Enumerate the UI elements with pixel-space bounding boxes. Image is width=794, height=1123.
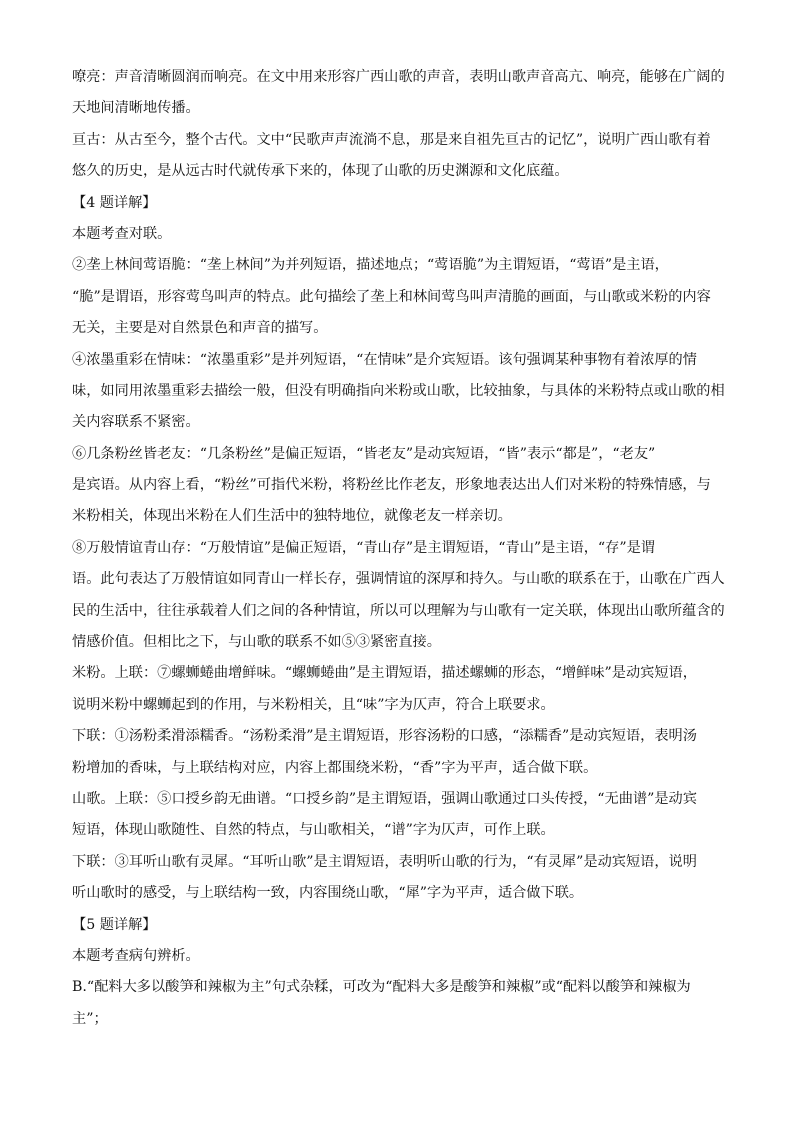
text-line: 说明米粉中螺蛳起到的作用，与米粉相关，且“味”字为仄声，符合上联要求。	[72, 696, 555, 713]
text-line: 下联：①汤粉柔滑添糯香。“汤粉柔滑”是主谓短语，形容汤粉的口感，“添糯香”是动宾短语，表明汤	[72, 728, 697, 745]
text-line: 本题考查对联。	[72, 225, 172, 242]
text-line: 米粉。上联：⑦螺蛳蜷曲增鲜味。“螺蛳蜷曲”是主谓短语，描述螺蛳的形态，“增鲜味”是动宾短语，	[72, 665, 697, 682]
document-body	[72, 62, 725, 1035]
text-line: 短语，体现山歌随性、自然的特点，与山歌相关，“谱”字为仄声，可作上联。	[72, 822, 555, 839]
text-line: ②垄上林间莺语脆：“垄上林间”为并列短语，描述地点；“莺语脆”为主谓短语，“莺语”是主语，	[72, 257, 669, 274]
text-line: 本题考查病句辨析。	[72, 947, 200, 964]
text-line: 是宾语。从内容上看，“粉丝”可指代米粉，将粉丝比作老友，形象地表达出人们对米粉的特殊情感，与	[72, 477, 711, 494]
text-line: B.“配料大多以酸笋和辣椒为主”句式杂糅，可改为“配料大多是酸笋和辣椒”或“配料以酸笋和辣椒为	[72, 979, 691, 996]
text-line: 语。此句表达了万般情谊如同青山一样长存，强调情谊的深厚和持久。与山歌的联系在于，山歌在广西人	[72, 571, 725, 588]
text-line: 粉增加的香味，与上联结构对应，内容上都围绕米粉，“香”字为平声，适合做下联。	[72, 759, 598, 776]
text-line: 情感价值。但相比之下，与山歌的联系不如⑤③紧密直接。	[72, 634, 441, 651]
text-line: ④浓墨重彩在情味：“浓墨重彩”是并列短语，“在情味”是介宾短语。该句强调某种事物有着浓厚的情	[72, 351, 697, 368]
text-line: 关内容联系不紧密。	[72, 414, 200, 431]
text-line: 天地间清晰地传播。	[72, 100, 200, 117]
text-line: 米粉相关，体现出米粉在人们生活中的独特地位，就像老友一样亲切。	[72, 508, 512, 525]
section-heading: 【4 题详解】	[72, 194, 157, 211]
text-line: 嘹亮：声音清晰圆润而响亮。在文中用来形容广西山歌的声音，表明山歌声音高亢、响亮，能够在广阔的	[72, 69, 725, 85]
text-line: 无关，主要是对自然景色和声音的描写。	[72, 320, 328, 337]
text-line: 听山歌时的感受，与上联结构一致，内容围绕山歌，“犀”字为平声，适合做下联。	[72, 885, 584, 902]
text-line: ⑥几条粉丝皆老友：“几条粉丝”是偏正短语，“皆老友”是动宾短语，“皆”表示“都是”，“老友”	[72, 445, 656, 462]
text-line: ⑧万般情谊青山存：“万般情谊”是偏正短语，“青山存”是主谓短语，“青山”是主语，“存”是谓	[72, 539, 655, 556]
text-line: 下联：③耳听山歌有灵犀。“耳听山歌”是主谓短语，表明听山歌的行为，“有灵犀”是动宾短语，说明	[72, 853, 697, 870]
text-line: 悠久的历史，是从远古时代就传承下来的，体现了山歌的历史渊源和文化底蕴。	[72, 163, 569, 180]
text-line: 山歌。上联：⑤口授乡韵无曲谱。“口授乡韵”是主谓短语，强调山歌通过口头传授，“无曲谱”是动宾	[72, 790, 697, 807]
text-line: 民的生活中，往往承载着人们之间的各种情谊，所以可以理解为与山歌有一定关联，体现出山歌所蕴含的	[72, 602, 725, 619]
text-line: 亘古：从古至今，整个古代。文中“民歌声声流淌不息，那是来自祖先亘古的记忆”，说明广西山歌有着	[72, 131, 711, 148]
section-heading: 【5 题详解】	[72, 916, 157, 933]
text-line: 味，如同用浓墨重彩去描绘一般，但没有明确指向米粉或山歌，比较抽象，与具体的米粉特点或山歌的相	[72, 382, 725, 399]
text-line: 主”；	[72, 1010, 108, 1027]
text-line: “脆”是谓语，形容莺鸟叫声的特点。此句描绘了垄上和林间莺鸟叫声清脆的画面，与山歌或米粉的内容	[72, 288, 711, 305]
